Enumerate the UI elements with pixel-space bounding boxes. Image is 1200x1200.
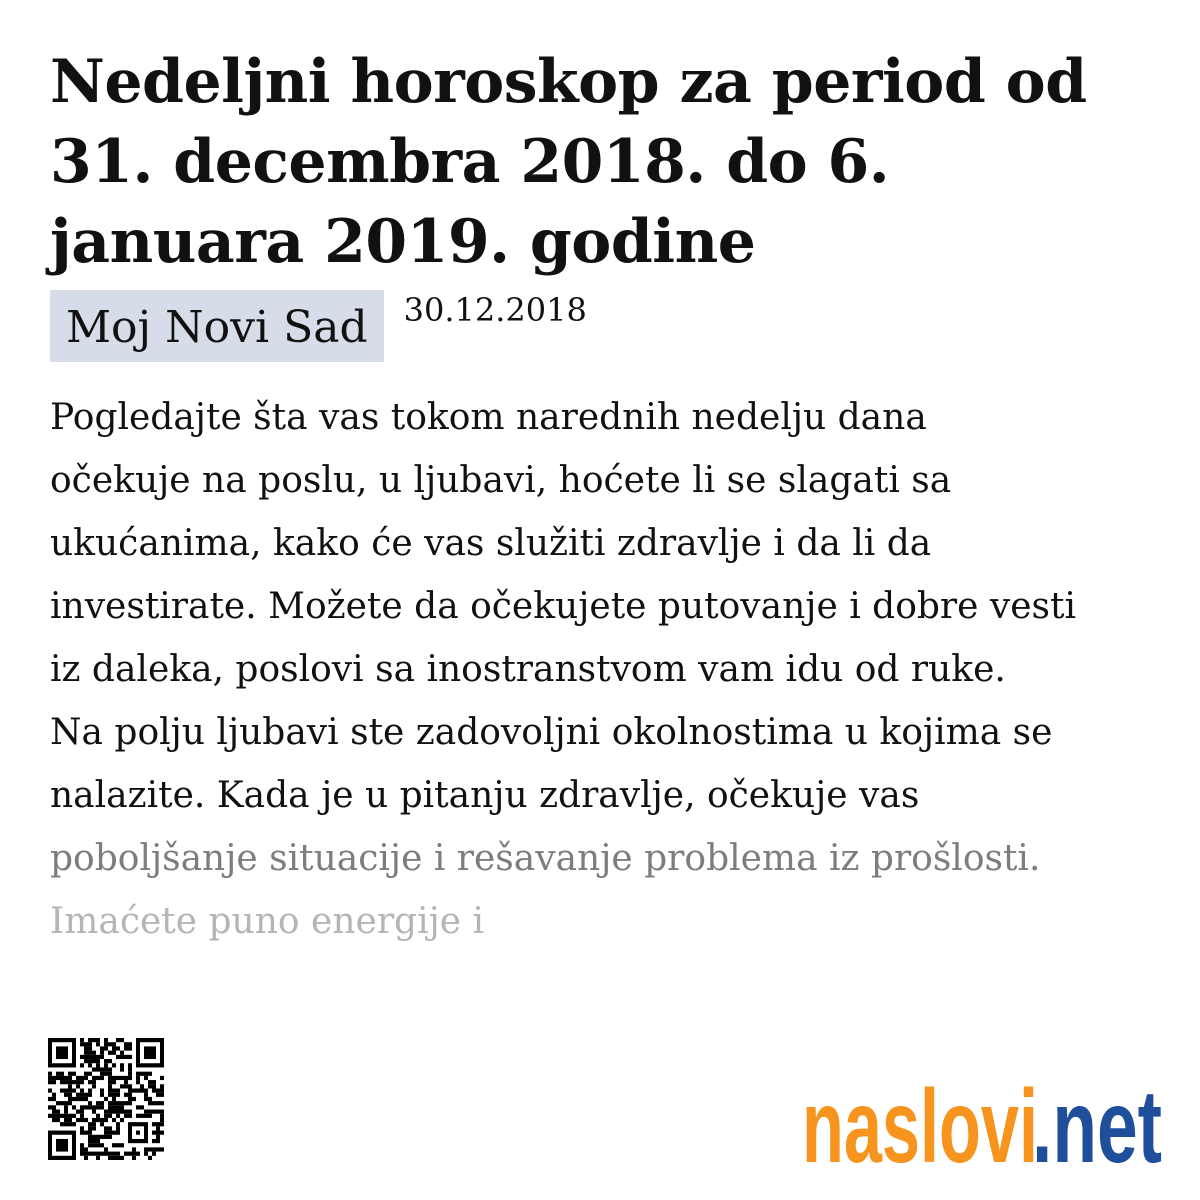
excerpt-line: ukućanima, kako će vas služiti zdravlje i da li da	[50, 523, 932, 564]
excerpt-line: nalazite. Kada je u pitanju zdravlje, očekuje vas	[50, 775, 920, 816]
article-meta	[50, 290, 587, 362]
excerpt-line: Na polju ljubavi ste zadovoljni okolnostima u kojima se	[50, 712, 1053, 753]
article-excerpt	[50, 386, 1160, 953]
qr-code-icon[interactable]	[48, 1038, 164, 1160]
naslovi-logo[interactable]	[800, 1050, 1170, 1180]
excerpt-line-faded: poboljšanje situacije i rešavanje problema iz prošlosti.	[50, 838, 1041, 879]
excerpt-line: investirate. Možete da očekujete putovanje i dobre vesti	[50, 586, 1076, 627]
excerpt-line: iz daleka, poslovi sa inostranstvom vam idu od ruke.	[50, 649, 1006, 690]
article-title: Nedeljni horoskop za period od 31. decembra 2018. do 6. januara 2019. godine	[50, 47, 1087, 277]
excerpt-line-faded: Imaćete puno energije i	[50, 901, 485, 942]
logo-text-main: naslovi	[802, 1069, 1038, 1180]
source-badge[interactable]: Moj Novi Sad	[50, 290, 384, 362]
publish-date: 30.12.2018	[403, 291, 587, 329]
logo-text-tld: .net	[1032, 1069, 1162, 1180]
excerpt-line: Pogledajte šta vas tokom narednih nedelju dana	[50, 397, 927, 438]
excerpt-line: očekuje na poslu, u ljubavi, hoćete li se slagati sa	[50, 460, 952, 501]
